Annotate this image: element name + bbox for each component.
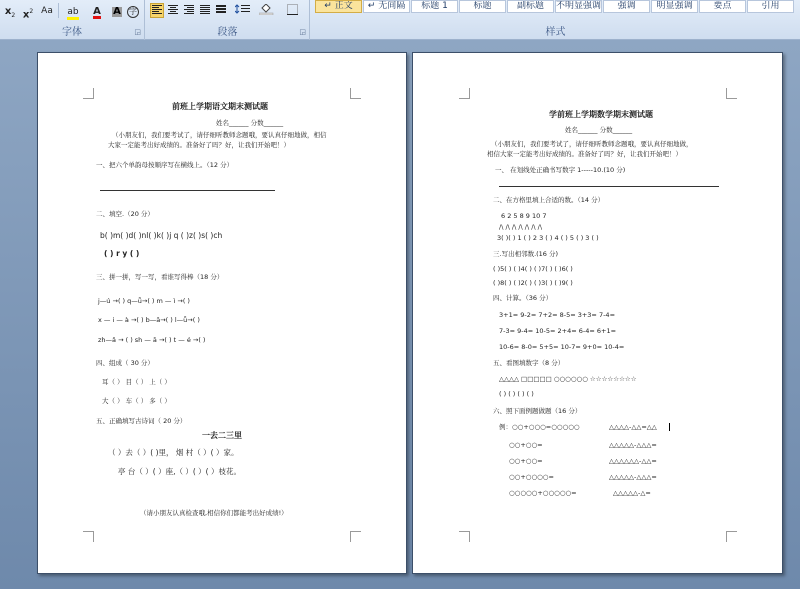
font-color-button[interactable] — [86, 3, 108, 18]
borders-icon — [287, 4, 298, 15]
question-row: 耳（ ） 目（ ） 上（ ） — [102, 378, 171, 386]
styles-group — [311, 0, 800, 40]
name-score-line: 姓名______ 分数______ — [216, 119, 284, 127]
question-row: △△△△ □□□□□ ○○○○○○ ☆☆☆☆☆☆☆☆ — [499, 375, 637, 383]
crop-mark — [83, 531, 94, 542]
crop-mark — [350, 531, 361, 542]
page-math-test[interactable] — [412, 52, 783, 574]
intro-text: 相信大家一定能考出好成绩的。准备好了吗？好，让我们开始吧！） — [487, 150, 682, 158]
paragraph-group-title: 段落 — [217, 27, 238, 38]
styles-group-title: 样式 — [545, 27, 566, 38]
superscript-button[interactable]: $x^2$ — [22, 8, 34, 21]
style-item[interactable]: 引用 — [747, 0, 794, 13]
question-row: ○○+○○○○= — [509, 473, 554, 481]
question-row: △△△△△-△△△= — [609, 473, 657, 481]
page-footer-note: （请小朋友认真检查哦,相信你们都能考出好成绩!） — [140, 509, 288, 517]
align-right-icon — [184, 5, 194, 14]
crop-mark — [726, 531, 737, 542]
crop-mark — [350, 88, 361, 99]
poem-line: 亭 台（ ）( ）座,（ ）( ）( ）枝花。 — [118, 467, 241, 476]
style-item[interactable]: 标题 1 — [411, 0, 458, 13]
page-title: 学前班上学期数学期末测试题 — [549, 110, 653, 119]
styles-gallery — [315, 0, 800, 14]
separator — [58, 3, 59, 18]
question-heading: 四、计算。（36 分） — [493, 294, 553, 302]
enclose-char-button[interactable] — [126, 3, 140, 18]
char-shading-icon: A — [113, 6, 121, 17]
align-center-icon — [168, 5, 178, 14]
font-group-title: 字体 — [62, 27, 82, 38]
style-item[interactable]: 不明显强调 — [556, 1, 602, 11]
question-row: ○○○○○+○○○○○= — [509, 489, 577, 497]
style-item[interactable]: ↵ 正文 — [315, 0, 362, 13]
highlight-button[interactable] — [62, 3, 84, 18]
intro-text: （小朋友们，我们要考试了，请仔细听教师念题哦，要认真仔细地做， — [491, 140, 693, 148]
question-row: ○○+○○= — [509, 441, 543, 449]
enclose-char-icon: 字 — [129, 7, 137, 16]
question-heading: 三.写出相邻数.(16 分) — [493, 250, 559, 258]
question-heading: 三、拼一拼，写一写，看谁写得棒（18 分） — [96, 273, 224, 281]
question-row: zh—ǎ → ( ) sh — ā →( ) t — é →( ) — [98, 336, 206, 344]
font-dialog-launcher-icon[interactable]: ◲ — [134, 28, 141, 36]
question-heading: 二、填空.（20 分） — [96, 210, 154, 218]
borders-button[interactable] — [282, 3, 302, 18]
question-heading: 一、把六个单韵母按顺序写在横线上。（12 分） — [96, 161, 234, 169]
crop-mark — [459, 88, 470, 99]
question-row: 6 2 5 8 9 10 7 — [501, 212, 547, 220]
question-row: 7-3= 9-4= 10-5= 2+4= 6-4= 6+1= — [499, 327, 617, 335]
question-row: x — i — à →( ) b—ā→( ) l—ǖ→( ) — [98, 316, 200, 324]
paragraph-group — [146, 0, 310, 40]
style-item[interactable]: 标题 — [459, 0, 506, 13]
question-row: 3+1= 9-2= 7+2= 8-5= 3+3= 7-4= — [499, 311, 616, 319]
align-left-icon — [152, 5, 162, 14]
line-spacing-icon — [235, 4, 251, 14]
align-center-button[interactable] — [166, 3, 180, 18]
question-heading: 四、组成（ 30 分） — [96, 359, 154, 367]
document-workspace[interactable] — [0, 40, 800, 589]
answer-line — [499, 186, 719, 187]
question-row: ( )5( ) ( )4( ) ( )7( ) ( )6( ) — [493, 265, 573, 273]
style-item[interactable]: ↵ 无间隔 — [363, 0, 410, 13]
distributed-icon — [216, 5, 226, 14]
question-row: ( ) ( ) ( ) ( ) — [499, 390, 534, 398]
intro-text: 大家一定能考出好成绩的。准备好了吗？好，让我们开始吧！） — [108, 141, 290, 149]
question-heading: 六、照下面例题做题（16 分） — [493, 407, 582, 415]
clear-format-button[interactable]: Aa — [41, 6, 53, 16]
paragraph-dialog-launcher-icon[interactable]: ◲ — [299, 28, 306, 36]
paint-bucket-icon — [259, 4, 275, 15]
shading-button[interactable] — [256, 3, 278, 18]
question-heading: 二、在方格里填上合适的数。（14 分） — [493, 196, 605, 204]
line-spacing-button[interactable] — [232, 3, 254, 18]
question-row: ( ) r y ( ) — [104, 249, 140, 258]
crop-mark — [83, 88, 94, 99]
question-row: b( )m( )d( )nl( )k( )j q ( )z( )s( )ch — [100, 231, 223, 240]
question-row: /\ /\ /\ /\ /\ /\ /\ — [499, 223, 543, 231]
question-row: j—ú →( ) q—ǖ→( ) m — ì →( ) — [98, 297, 190, 305]
page-title: 前班上学期语文期末测试题 — [172, 102, 268, 111]
font-group — [0, 0, 145, 40]
font-color-icon: A — [93, 6, 101, 17]
question-row: 3( )( ) 1 ( ) 2 3 ( ) 4 ( ) 5 ( ) 3 ( ) — [497, 234, 599, 242]
char-shading-button[interactable] — [110, 3, 124, 18]
example-row: 例：○○+○○○=○○○○○ — [499, 423, 580, 431]
style-item[interactable]: 强调 — [603, 0, 650, 13]
justify-button[interactable] — [198, 3, 212, 18]
distributed-button[interactable] — [214, 3, 228, 18]
intro-text: （小朋友们，我们要考试了，请仔细听教师念题哦，要认真仔细地做，相信 — [112, 131, 327, 139]
style-item[interactable]: 副标题 — [507, 0, 554, 13]
question-heading: 五、正确填写古诗词（ 20 分） — [96, 417, 187, 425]
page-language-test[interactable] — [37, 52, 407, 574]
question-heading: 五、看图填数字（8 分） — [493, 359, 565, 367]
example-row: △△△△-△△=△△ — [609, 423, 657, 431]
question-row: △△△△△-△△△= — [609, 441, 657, 449]
align-right-button[interactable] — [182, 3, 196, 18]
align-left-button[interactable] — [150, 3, 164, 18]
question-row: ○○+○○= — [509, 457, 543, 465]
question-row: △△△△△-△= — [613, 489, 651, 497]
justify-icon — [200, 5, 210, 14]
poem-line: （ ）去（ ）( )里， 烟 村（ ）( ）家。 — [108, 448, 239, 457]
text-cursor — [669, 423, 670, 431]
crop-mark — [459, 531, 470, 542]
answer-line — [100, 190, 275, 191]
question-heading: 一、 在划线处正确书写数字 1-----10.(10 分) — [495, 166, 626, 174]
ribbon — [0, 0, 800, 40]
question-row: 10-6= 8-0= 5+5= 10-7= 9+0= 10-4= — [499, 343, 625, 351]
style-item[interactable]: 明显强调 — [651, 0, 698, 13]
name-score-line: 姓名______ 分数______ — [565, 126, 633, 134]
question-row: ( )8( ) ( )2( ) ( )3( ) ( )9( ) — [493, 279, 573, 287]
question-row: 大（ ） 车（ ） 多（ ） — [102, 397, 171, 405]
style-item[interactable]: 要点 — [699, 0, 746, 13]
question-row: △△△△△△-△△= — [609, 457, 657, 465]
crop-mark — [726, 88, 737, 99]
subscript-button[interactable]: $x_2$ — [4, 6, 16, 19]
highlighter-icon: ab — [67, 8, 78, 20]
poem-title: 一去二三里 — [202, 431, 242, 440]
